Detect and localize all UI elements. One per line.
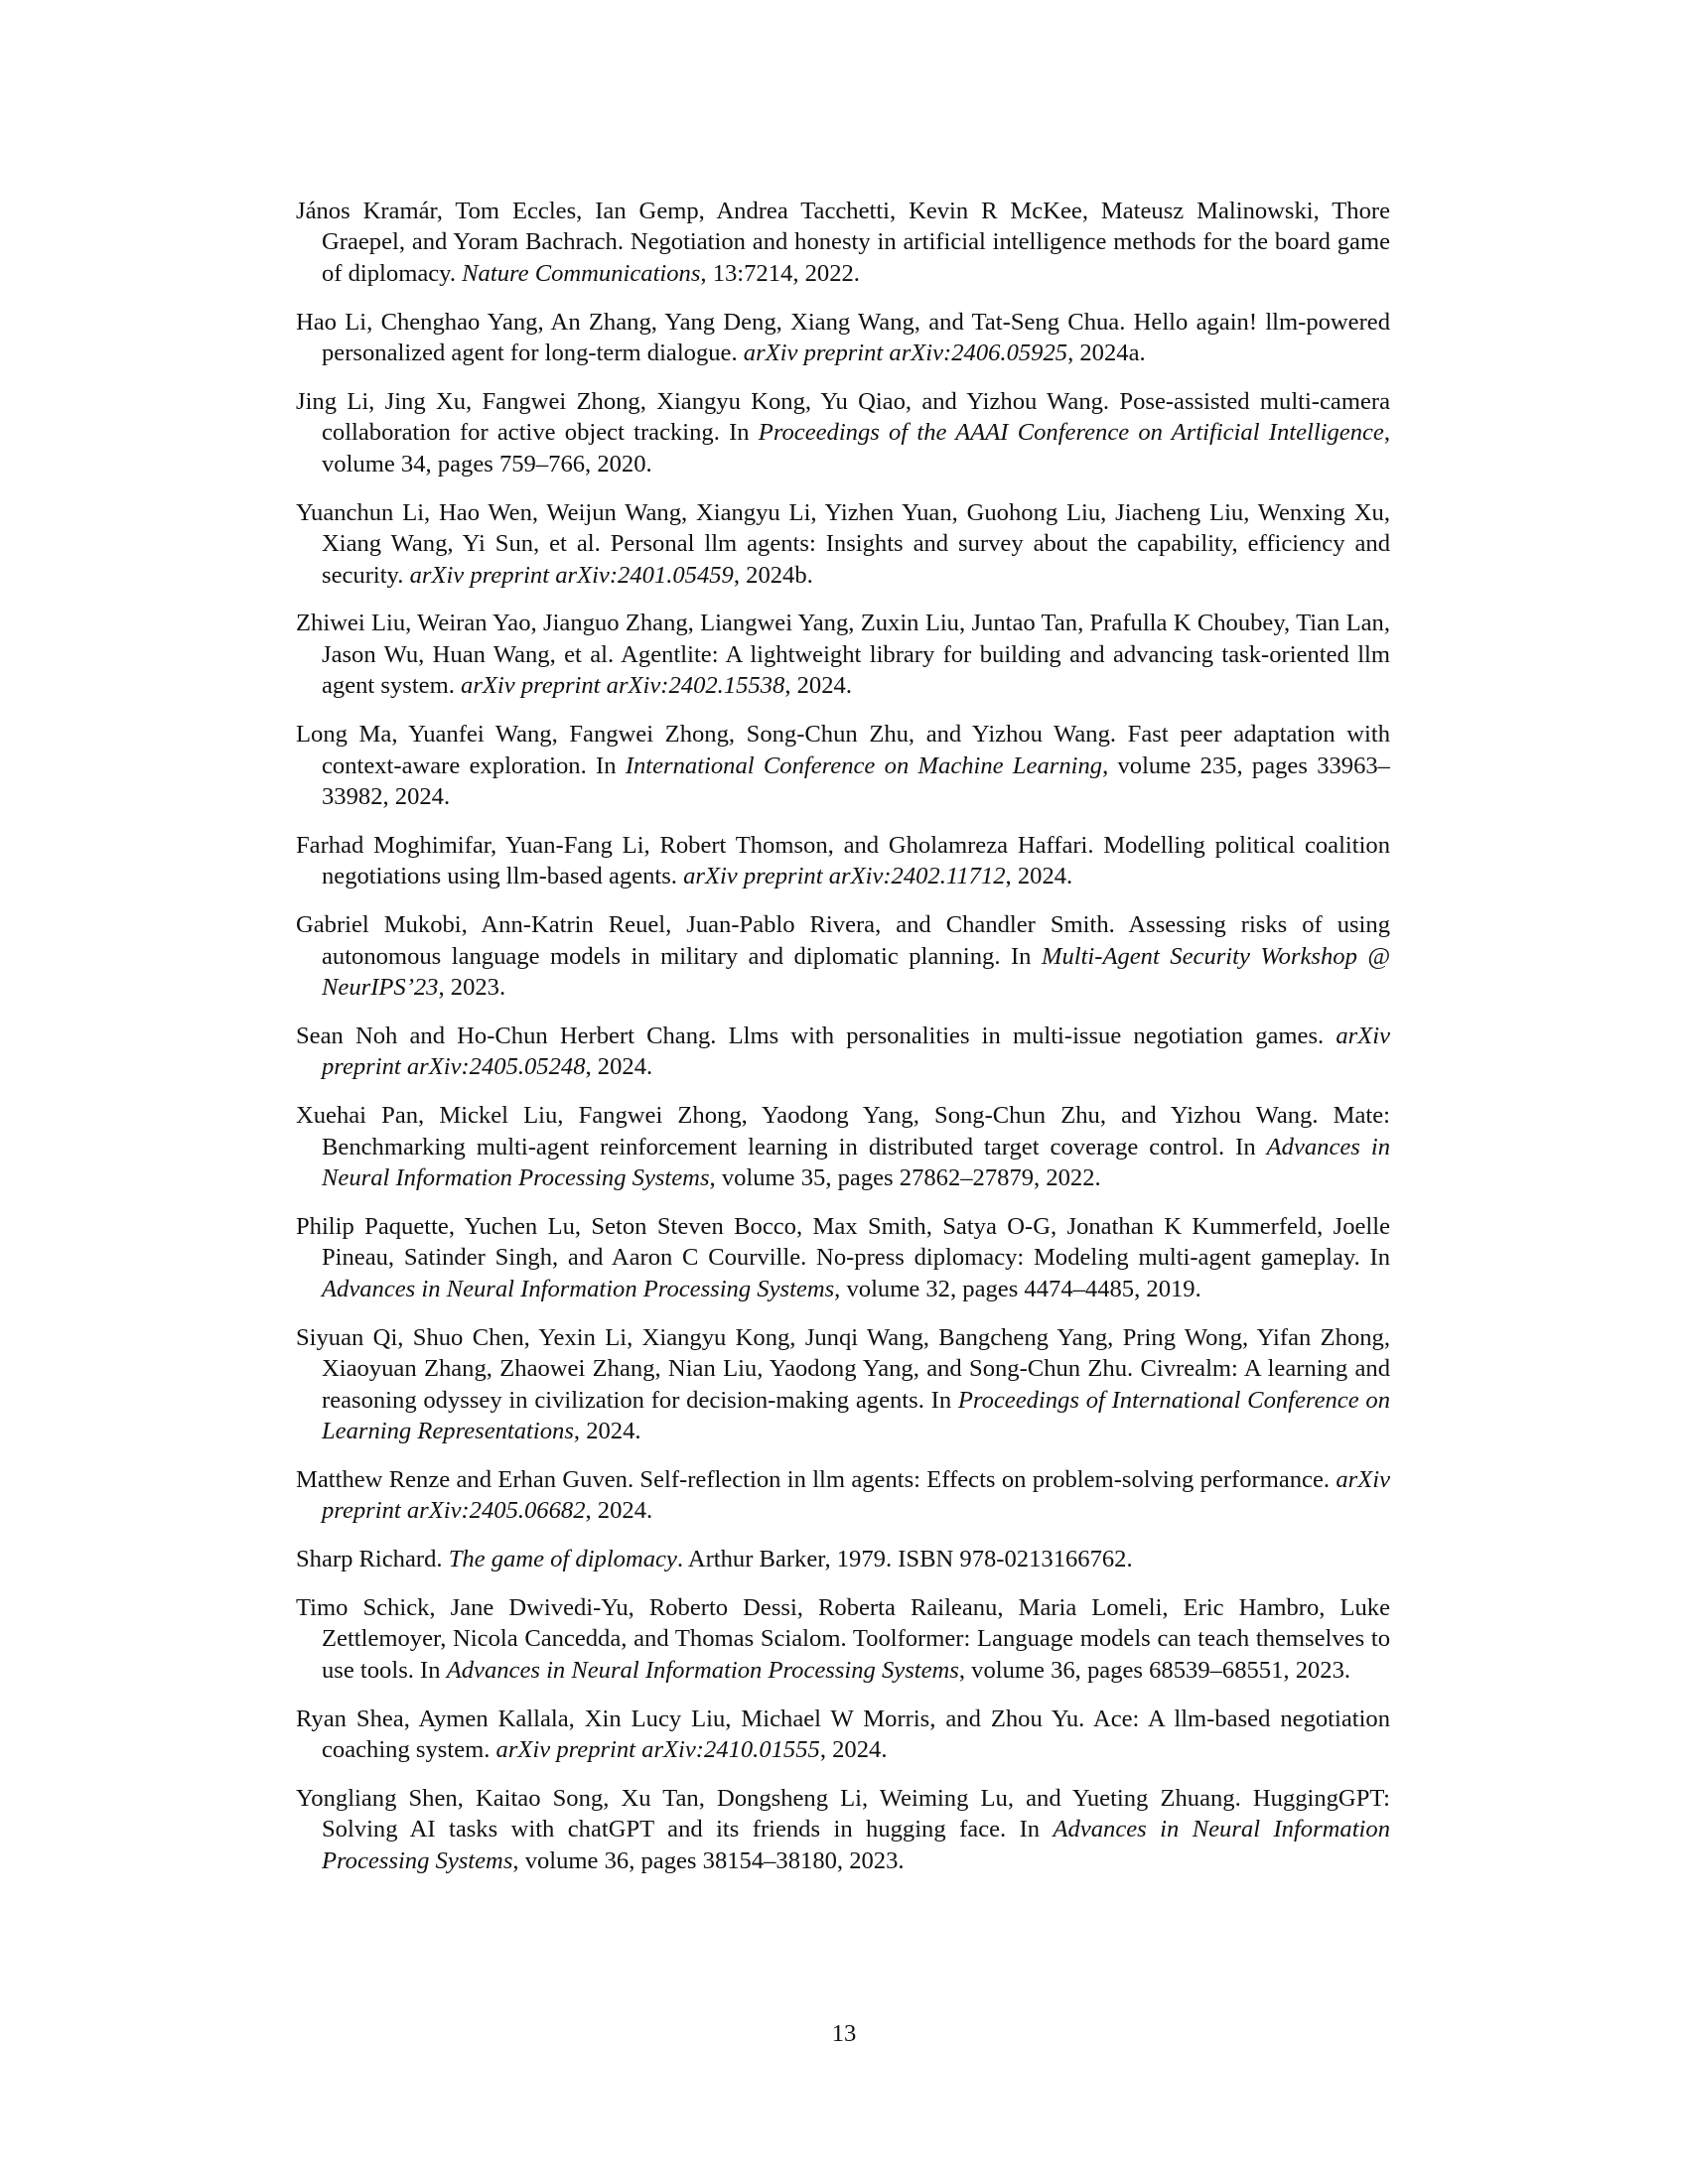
reference-venue: arXiv preprint arXiv:2402.15538 — [461, 672, 785, 700]
reference-text: Gabriel Mukobi, Ann-Katrin Reuel, Juan-Pablo Rivera, and Chandler Smith. Assessing risks of using autonomous language models in military and diplomatic planning. In — [296, 911, 1390, 970]
reference-entry — [296, 1783, 1390, 1876]
reference-entry — [296, 909, 1390, 1003]
reference-entry — [296, 1704, 1390, 1766]
reference-entry — [296, 307, 1390, 369]
reference-text: Xuehai Pan, Mickel Liu, Fangwei Zhong, Yaodong Yang, Song-Chun Zhu, and Yizhou Wang. Mate: Benchmarking multi-agent reinforcement learning in distributed target coverage control. In — [296, 1102, 1390, 1160]
reference-details: , 2024. — [819, 1736, 888, 1764]
reference-text: Jing Li, Jing Xu, Fangwei Zhong, Xiangyu Kong, Yu Qiao, and Yizhou Wang. Pose-assisted multi-camera collaboration for active object tracking. In — [296, 388, 1390, 447]
reference-details: , volume 35, pages 27862–27879, 2022. — [709, 1164, 1101, 1192]
reference-text: Yongliang Shen, Kaitao Song, Xu Tan, Dongsheng Li, Weiming Lu, and Yueting Zhuang. HuggingGPT: Solving AI tasks with chatGPT and its friends in hugging face. In — [296, 1785, 1390, 1843]
reference-text: János Kramár, Tom Eccles, Ian Gemp, Andrea Tacchetti, Kevin R McKee, Mateusz Malinowski, Thore Graepel, and Yoram Bachrach. Negotiation and honesty in artificial intelligence methods for the board game of diplomacy. — [296, 198, 1390, 287]
reference-details: , 2023. — [438, 974, 506, 1002]
reference-text: Philip Paquette, Yuchen Lu, Seton Steven Bocco, Max Smith, Satya O-G, Jonathan K Kummerfeld, Joelle Pineau, Satinder Singh, and Aaron C Courville. No-press diplomacy: Modeling multi-agent gameplay. In — [296, 1212, 1390, 1272]
reference-text: Ryan Shea, Aymen Kallala, Xin Lucy Liu, Michael W Morris, and Zhou Yu. Ace: A llm-based negotiation coaching system. — [296, 1705, 1390, 1764]
reference-venue: Proceedings of International Conference on Learning Representations — [322, 1386, 1390, 1444]
reference-venue: Multi-Agent Security Workshop @ NeurIPS’23 — [322, 942, 1390, 1002]
reference-details: , 2024. — [585, 1053, 653, 1081]
reference-text: Yuanchun Li, Hao Wen, Weijun Wang, Xiangyu Li, Yizhen Yuan, Guohong Liu, Jiacheng Liu, Wenxing Xu, Xiang Wang, Yi Sun, et al. Personal llm agents: Insights and survey about the capability, efficiency and security. — [296, 498, 1390, 589]
reference-entry — [296, 719, 1390, 812]
reference-entry — [296, 1592, 1390, 1686]
reference-text: Long Ma, Yuanfei Wang, Fangwei Zhong, Song-Chun Zhu, and Yizhou Wang. Fast peer adaptation with context-aware exploration. In — [296, 721, 1390, 779]
reference-details: , volume 235, pages 33963–33982, 2024. — [322, 751, 1390, 810]
reference-entry — [296, 608, 1390, 701]
reference-entry — [296, 386, 1390, 479]
reference-venue: Advances in Neural Information Processing Systems — [446, 1656, 959, 1684]
reference-venue: arXiv preprint arXiv:2410.01555 — [495, 1736, 820, 1764]
reference-entry — [296, 196, 1390, 289]
reference-details: , 2024. — [1005, 863, 1073, 890]
reference-venue: arXiv preprint arXiv:2406.05925 — [743, 340, 1068, 367]
reference-entry — [296, 1211, 1390, 1304]
reference-details: , volume 36, pages 68539–68551, 2023. — [958, 1656, 1351, 1684]
reference-details: , volume 36, pages 38154–38180, 2023. — [512, 1846, 905, 1874]
reference-venue: Nature Communications — [462, 259, 701, 287]
reference-entry — [296, 830, 1390, 892]
reference-text: Farhad Moghimifar, Yuan-Fang Li, Robert Thomson, and Gholamreza Haffari. Modelling political coalition negotiations using llm-based agents. — [296, 831, 1390, 890]
reference-details: , 13:7214, 2022. — [700, 259, 860, 287]
reference-venue: Proceedings of the AAAI Conference on Artificial Intelligence — [758, 419, 1384, 447]
reference-venue: arXiv preprint arXiv:2402.11712 — [683, 863, 1006, 890]
reference-list — [296, 196, 1390, 1894]
reference-details: , volume 32, pages 4474–4485, 2019. — [834, 1275, 1201, 1302]
reference-details: . Arthur Barker, 1979. ISBN 978-0213166762. — [676, 1546, 1133, 1573]
reference-venue: Advances in Neural Information Processing Systems — [322, 1133, 1390, 1192]
reference-venue: arXiv preprint arXiv:2405.06682 — [322, 1465, 1390, 1525]
reference-text: Matthew Renze and Erhan Guven. Self-reflection in llm agents: Effects on problem-solving performance. — [296, 1465, 1336, 1493]
reference-venue: The game of diplomacy — [448, 1546, 677, 1573]
reference-entry — [296, 497, 1390, 591]
reference-text: Hao Li, Chenghao Yang, An Zhang, Yang Deng, Xiang Wang, and Tat-Seng Chua. Hello again! llm-powered personalized agent for long-term dialogue. — [296, 308, 1390, 367]
reference-entry — [296, 1544, 1390, 1574]
reference-entry — [296, 1322, 1390, 1447]
reference-text: Timo Schick, Jane Dwivedi-Yu, Roberto Dessi, Roberta Raileanu, Maria Lomeli, Eric Hambro, Luke Zettlemoyer, Nicola Cancedda, and Thomas Scialom. Toolformer: Language models can teach themselves to use tools. In — [296, 1594, 1390, 1684]
reference-text: Sean Noh and Ho-Chun Herbert Chang. Llms with personalities in multi-issue negotiation games. — [296, 1022, 1336, 1049]
reference-venue: arXiv preprint arXiv:2401.05459 — [409, 561, 734, 589]
reference-details: , 2024. — [784, 672, 852, 700]
reference-text: Sharp Richard. — [296, 1546, 449, 1573]
reference-venue: arXiv preprint arXiv:2405.05248 — [322, 1022, 1390, 1081]
reference-entry — [296, 1021, 1390, 1083]
reference-venue: Advances in Neural Information Processing Systems — [322, 1816, 1390, 1874]
reference-details: , 2024. — [573, 1417, 641, 1444]
page-number: 13 — [831, 2020, 857, 2047]
reference-venue: Advances in Neural Information Processing Systems — [322, 1275, 835, 1302]
reference-venue: International Conference on Machine Learning — [625, 751, 1103, 779]
reference-details: , volume 34, pages 759–766, 2020. — [322, 419, 1391, 478]
reference-entry — [296, 1100, 1390, 1193]
reference-details: , 2024b. — [733, 561, 813, 589]
reference-text: Siyuan Qi, Shuo Chen, Yexin Li, Xiangyu Kong, Junqi Wang, Bangcheng Yang, Pring Wong, Yifan Zhong, Xiaoyuan Zhang, Zhaowei Zhang, Nian Liu, Yaodong Yang, and Song-Chun Zhu. Civrealm: A learning and reasoning odyssey in civilization for decision-making agents. In — [296, 1323, 1390, 1414]
reference-text: Zhiwei Liu, Weiran Yao, Jianguo Zhang, Liangwei Yang, Zuxin Liu, Juntao Tan, Prafulla K Choubey, Tian Lan, Jason Wu, Huan Wang, et al. Agentlite: A lightweight library for building and advancing task-oriented llm agent system. — [296, 610, 1390, 700]
reference-details: , 2024a. — [1067, 340, 1146, 367]
reference-details: , 2024. — [585, 1497, 653, 1525]
reference-entry — [296, 1464, 1390, 1527]
